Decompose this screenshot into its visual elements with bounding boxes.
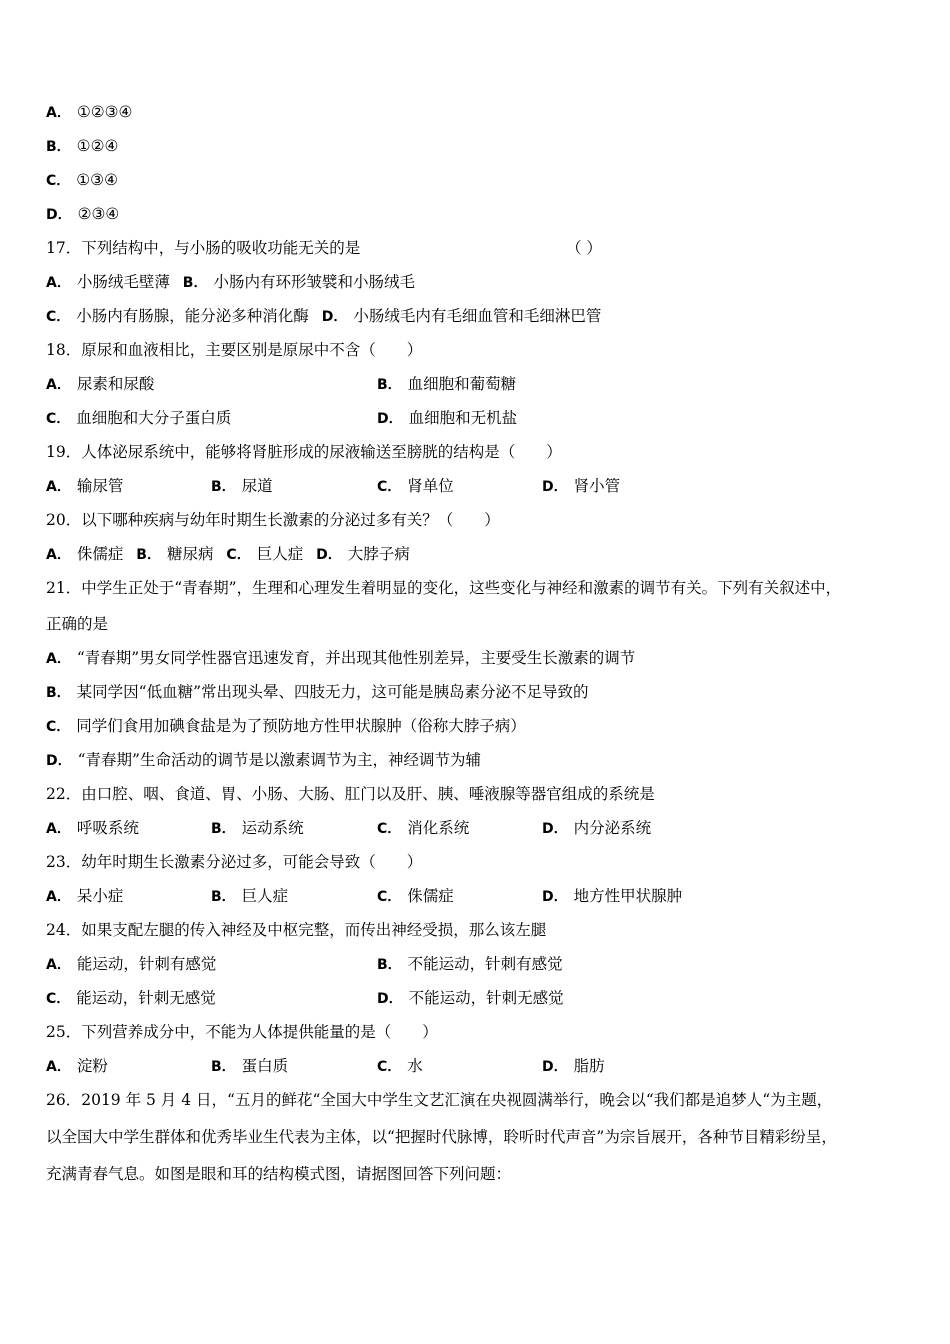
q19-option-b: B． 尿道 xyxy=(211,477,273,495)
q26-line2: 以全国大中学生群体和优秀毕业生代表为主体，以“把握时代脉博，聆听时代声音”为宗旨展开，各种节目精彩纷呈， xyxy=(46,1128,837,1146)
q16-option-d: D． ②③④ xyxy=(46,205,120,223)
q25-stem: 25．下列营养成分中，不能为人体提供能量的是（ ） xyxy=(46,1023,438,1041)
q21-option-b: B． 某同学因“低血糖”常出现头晕、四肢无力，这可能是胰岛素分泌不足导致的 xyxy=(46,683,589,701)
q24-option-b: B． 不能运动，针刺有感觉 xyxy=(377,955,563,973)
q17-options-line1: A． 小肠绒毛壁薄 B． 小肠内有环形皱襞和小肠绒毛 xyxy=(46,273,415,291)
q25-option-b: B． 蛋白质 xyxy=(211,1057,289,1075)
q25-options xyxy=(46,1056,906,1076)
q21-stem-line2: 正确的是 xyxy=(46,615,109,633)
q22-option-a: A． 呼吸系统 xyxy=(46,819,139,837)
q18-option-c: C． 血细胞和大分子蛋白质 xyxy=(46,409,232,427)
q21-stem-line1: 21．中学生正处于“青春期”，生理和心理发生着明显的变化，这些变化与神经和激素的调节有关。下列有关叙述中， xyxy=(46,579,842,597)
q20-stem: 20．以下哪种疾病与幼年时期生长激素的分泌过多有关？（ ） xyxy=(46,511,500,529)
q19-option-d: D． 肾小管 xyxy=(542,477,621,495)
q25-option-c: C． 水 xyxy=(377,1057,423,1075)
q18-option-b: B． 血细胞和葡萄糖 xyxy=(377,375,517,393)
q21-option-c: C． 同学们食用加碘食盐是为了预防地方性甲状腺肿（俗称大脖子病） xyxy=(46,717,526,735)
q22-option-d: D． 内分泌系统 xyxy=(542,819,652,837)
q25-option-a: A． 淀粉 xyxy=(46,1057,108,1075)
q18-option-d: D． 血细胞和无机盐 xyxy=(377,409,518,427)
q23-option-b: B． 巨人症 xyxy=(211,887,289,905)
q23-stem: 23．幼年时期生长激素分泌过多，可能会导致（ ） xyxy=(46,853,423,871)
q24-options-row1 xyxy=(46,954,906,974)
q19-stem: 19．人体泌尿系统中，能够将肾脏形成的尿液输送至膀胱的结构是（ ） xyxy=(46,443,562,461)
q17-options-line2: C． 小肠内有肠腺，能分泌多种消化酶 D． 小肠绒毛内有毛细血管和毛细淋巴管 xyxy=(46,307,602,325)
q22-option-b: B． 运动系统 xyxy=(211,819,304,837)
q23-option-d: D． 地方性甲状腺肿 xyxy=(542,887,683,905)
q18-options-row1 xyxy=(46,374,906,394)
q19-options xyxy=(46,476,906,496)
q23-options xyxy=(46,886,906,906)
q18-stem: 18．原尿和血液相比，主要区别是原尿中不含（ ） xyxy=(46,341,423,359)
q17-answer-paren: （ ） xyxy=(566,239,602,257)
q16-option-b: B． ①②④ xyxy=(46,137,119,155)
q24-option-a: A． 能运动，针刺有感觉 xyxy=(46,955,217,973)
q18-options-row2 xyxy=(46,408,906,428)
q23-option-a: A． 呆小症 xyxy=(46,887,124,905)
q19-option-c: C． 肾单位 xyxy=(377,477,454,495)
q18-option-a: A． 尿素和尿酸 xyxy=(46,375,155,393)
q26-line3: 充满青春气息。如图是眼和耳的结构模式图，请据图回答下列问题： xyxy=(46,1165,512,1183)
q24-options-row2 xyxy=(46,988,906,1008)
q25-option-d: D． 脂肪 xyxy=(542,1057,605,1075)
q21-option-d: D． “青春期”生命活动的调节是以激素调节为主，神经调节为辅 xyxy=(46,751,481,769)
q16-option-a: A． ①②③④ xyxy=(46,103,133,121)
q24-stem: 24．如果支配左腿的传入神经及中枢完整，而传出神经受损，那么该左腿 xyxy=(46,921,547,939)
q17-stem: 17．下列结构中，与小肠的吸收功能无关的是 （ ） xyxy=(46,239,602,257)
q22-stem: 22．由口腔、咽、食道、胃、小肠、大肠、肛门以及肝、胰、唾液腺等器官组成的系统是 xyxy=(46,785,655,803)
q24-option-c: C． 能运动，针刺无感觉 xyxy=(46,989,216,1007)
q22-options xyxy=(46,818,906,838)
q21-option-a: A． “青春期”男女同学性器官迅速发育，并出现其他性别差异，主要受生长激素的调节 xyxy=(46,649,636,667)
q24-option-d: D． 不能运动，针刺无感觉 xyxy=(377,989,564,1007)
q22-option-c: C． 消化系统 xyxy=(377,819,470,837)
q23-option-c: C． 侏儒症 xyxy=(377,887,454,905)
q16-option-c: C． ①③④ xyxy=(46,171,118,189)
q20-options: A． 侏儒症 B． 糖尿病 C． 巨人症 D． 大脖子病 xyxy=(46,545,410,563)
q26-line1: 26．2019 年 5 月 4 日，“五月的鲜花“全国大中学生文艺汇演在央视圆满举行，晚会以“我们都是追梦人“为主题， xyxy=(46,1091,833,1109)
q19-option-a: A． 输尿管 xyxy=(46,477,124,495)
